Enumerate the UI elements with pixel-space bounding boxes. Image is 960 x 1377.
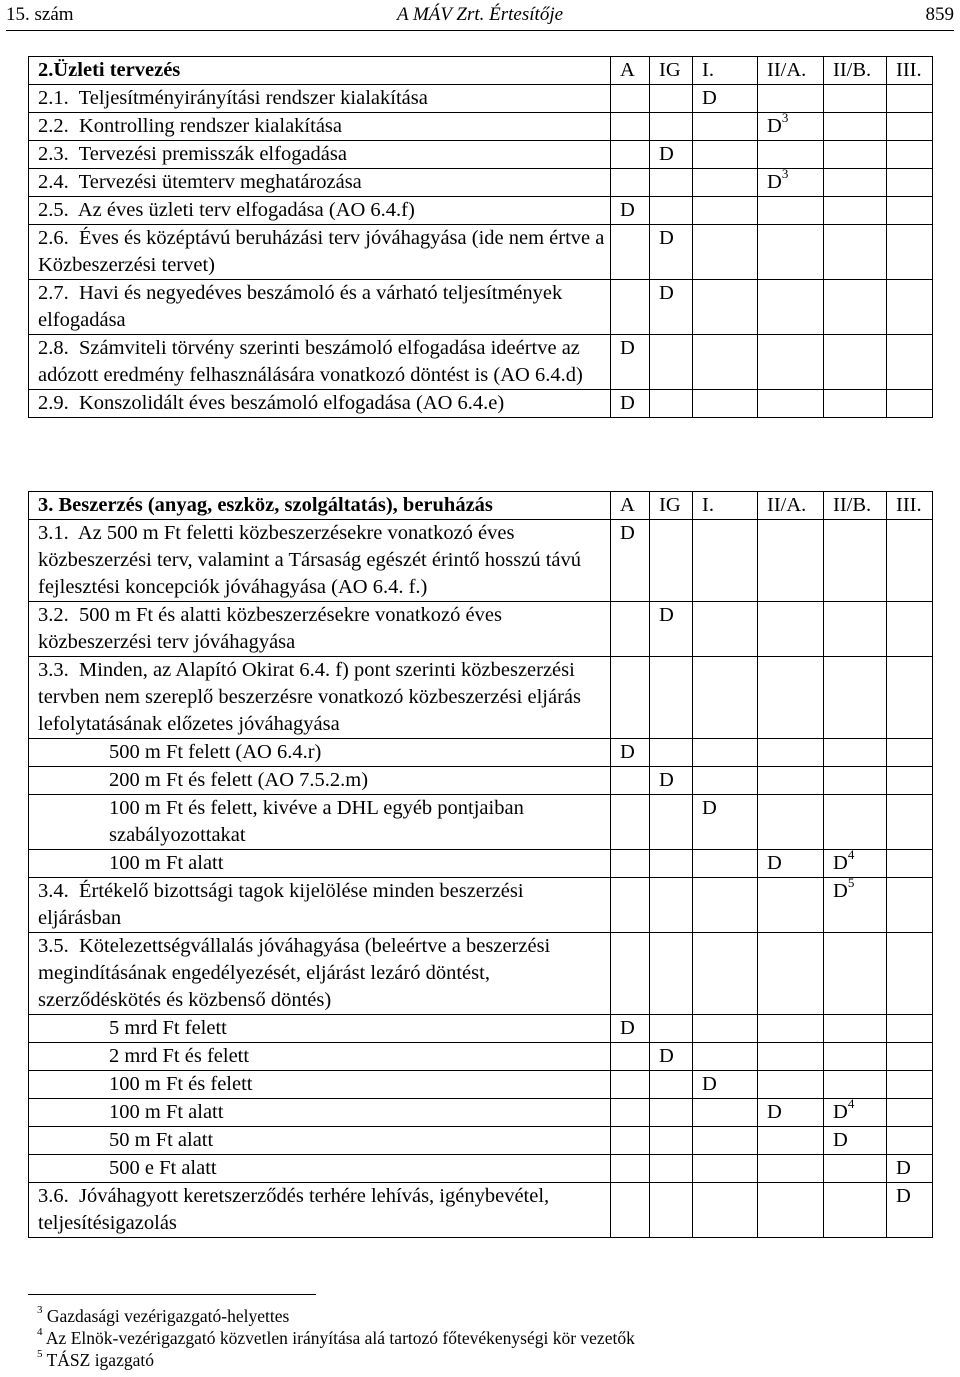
responsibility-cell (758, 390, 824, 418)
responsibility-cell (887, 878, 933, 933)
responsibility-cell (758, 739, 824, 767)
responsibility-cell (887, 225, 933, 280)
row-description: 100 m Ft és felett, kivéve a DHL egyéb pontjaiban szabályozottakat (29, 795, 611, 850)
responsibility-cell (887, 767, 933, 795)
responsibility-cell (650, 657, 693, 739)
responsibility-cell (824, 767, 887, 795)
responsibility-cell (611, 602, 650, 657)
responsibility-mark: D (896, 1157, 911, 1179)
responsibility-cell (693, 850, 758, 878)
responsibility-mark: D (833, 852, 848, 874)
responsibility-cell (758, 166, 824, 197)
responsibility-cell (693, 169, 758, 197)
responsibility-cell (887, 739, 933, 767)
table-title: 3. Beszerzés (anyag, eszköz, szolgáltatás), beruházás (29, 492, 611, 520)
responsibility-cell (824, 1043, 887, 1071)
row-description: 2.9. Konszolidált éves beszámoló elfogadása (AO 6.4.e) (29, 390, 611, 418)
responsibility-cell (650, 1099, 693, 1127)
responsibility-cell (824, 141, 887, 169)
responsibility-cell (758, 1183, 824, 1238)
responsibility-cell (650, 767, 693, 795)
table-title: 2.Üzleti tervezés (29, 57, 611, 85)
responsibility-cell (887, 1127, 933, 1155)
responsibility-cell (758, 1155, 824, 1183)
responsibility-cell (758, 225, 824, 280)
responsibility-cell (611, 739, 650, 767)
responsibility-cell (693, 197, 758, 225)
table-row (29, 1183, 933, 1238)
table-row (29, 141, 933, 169)
row-description: 2.3. Tervezési premisszák elfogadása (29, 141, 611, 169)
footnote-number: 5 (37, 1348, 43, 1361)
footnote-ref: 3 (781, 110, 789, 126)
table-procurement (28, 491, 933, 1238)
table-row (29, 335, 933, 390)
responsibility-cell (611, 520, 650, 602)
table-row (29, 933, 933, 1015)
responsibility-cell (693, 657, 758, 739)
responsibility-cell (611, 390, 650, 418)
column-header: IG (650, 492, 693, 520)
responsibility-cell (824, 739, 887, 767)
column-header: I. (693, 492, 758, 520)
responsibility-cell (650, 141, 693, 169)
responsibility-cell (887, 933, 933, 1015)
responsibility-mark: D (702, 797, 717, 819)
responsibility-cell (758, 520, 824, 602)
responsibility-cell (887, 169, 933, 197)
row-description: 5 mrd Ft felett (29, 1015, 611, 1043)
footnote-text: Az Elnök-vezérigazgató közvetlen irányítása alá tartozó főtevékenységi kör vezetők (45, 1328, 635, 1348)
responsibility-cell (758, 602, 824, 657)
column-header: IG (650, 57, 693, 85)
responsibility-cell (650, 390, 693, 418)
responsibility-cell (693, 141, 758, 169)
responsibility-cell (650, 1043, 693, 1071)
responsibility-cell (887, 280, 933, 335)
row-description: 2.7. Havi és negyedéves beszámoló és a várható teljesítmények elfogadása (29, 280, 611, 335)
responsibility-cell (824, 520, 887, 602)
table-row (29, 225, 933, 280)
column-header: I. (693, 57, 758, 85)
table-row (29, 602, 933, 657)
footnote (37, 1327, 635, 1349)
responsibility-cell (650, 602, 693, 657)
responsibility-cell (824, 1096, 887, 1127)
responsibility-cell (650, 280, 693, 335)
responsibility-cell (693, 85, 758, 113)
responsibility-cell (650, 1183, 693, 1238)
responsibility-cell (611, 767, 650, 795)
responsibility-cell (611, 1155, 650, 1183)
responsibility-mark: D (620, 337, 635, 359)
responsibility-cell (611, 657, 650, 739)
responsibility-cell (824, 602, 887, 657)
table-row (29, 739, 933, 767)
responsibility-cell (758, 1099, 824, 1127)
issue-number: 15. szám (6, 4, 74, 25)
responsibility-cell (611, 1099, 650, 1127)
responsibility-cell (887, 520, 933, 602)
responsibility-mark: D (833, 880, 848, 902)
row-description: 100 m Ft alatt (29, 1099, 611, 1127)
page-number: 859 (925, 4, 954, 25)
row-description: 3.6. Jóváhagyott keretszerződés terhére lehívás, igénybevétel, teljesítésigazolás (29, 1183, 611, 1238)
column-header: II/B. (824, 57, 887, 85)
table-row (29, 657, 933, 739)
responsibility-cell (693, 390, 758, 418)
responsibility-mark: D (620, 199, 635, 221)
responsibility-cell (693, 1099, 758, 1127)
responsibility-mark: D (702, 1073, 717, 1095)
responsibility-cell (887, 795, 933, 850)
row-description: 500 e Ft alatt (29, 1155, 611, 1183)
responsibility-cell (693, 933, 758, 1015)
responsibility-cell (758, 878, 824, 933)
responsibility-cell (650, 850, 693, 878)
responsibility-mark: D (767, 171, 782, 193)
column-header: A (611, 492, 650, 520)
table-row (29, 390, 933, 418)
responsibility-cell (693, 225, 758, 280)
footnote (37, 1305, 289, 1327)
responsibility-cell (887, 335, 933, 390)
table-row (29, 85, 933, 113)
column-header: A (611, 57, 650, 85)
column-header: III. (887, 57, 933, 85)
responsibility-cell (611, 113, 650, 141)
table-row (29, 280, 933, 335)
responsibility-cell (693, 602, 758, 657)
responsibility-cell (824, 335, 887, 390)
responsibility-cell (887, 602, 933, 657)
responsibility-cell (611, 169, 650, 197)
responsibility-cell (650, 225, 693, 280)
responsibility-cell (611, 1043, 650, 1071)
responsibility-cell (824, 795, 887, 850)
responsibility-cell (693, 520, 758, 602)
responsibility-cell (824, 197, 887, 225)
responsibility-cell (611, 933, 650, 1015)
responsibility-cell (611, 878, 650, 933)
responsibility-cell (887, 1099, 933, 1127)
responsibility-cell (887, 850, 933, 878)
table-business-planning (28, 56, 933, 418)
responsibility-cell (650, 739, 693, 767)
responsibility-cell (824, 280, 887, 335)
responsibility-cell (758, 795, 824, 850)
responsibility-cell (758, 141, 824, 169)
responsibility-cell (758, 657, 824, 739)
responsibility-cell (650, 85, 693, 113)
table-row (29, 520, 933, 602)
responsibility-cell (650, 113, 693, 141)
responsibility-cell (650, 1015, 693, 1043)
responsibility-cell (758, 110, 824, 141)
responsibility-cell (650, 169, 693, 197)
responsibility-mark: D (659, 1045, 674, 1067)
responsibility-cell (758, 197, 824, 225)
footnote-ref: 4 (847, 1096, 855, 1112)
footnote-number: 3 (37, 1304, 43, 1317)
footnote-text: Gazdasági vezérigazgató-helyettes (46, 1306, 290, 1326)
responsibility-cell (693, 1015, 758, 1043)
footnote-ref: 5 (847, 875, 855, 891)
table-row (29, 795, 933, 850)
row-description: 2 mrd Ft és felett (29, 1043, 611, 1071)
responsibility-mark: D (659, 143, 674, 165)
responsibility-cell (758, 1071, 824, 1099)
responsibility-cell (887, 1155, 933, 1183)
responsibility-cell (693, 1155, 758, 1183)
column-header: II/A. (758, 492, 824, 520)
table-row (29, 1015, 933, 1043)
responsibility-cell (650, 1155, 693, 1183)
responsibility-mark: D (659, 227, 674, 249)
responsibility-cell (887, 141, 933, 169)
responsibility-cell (650, 795, 693, 850)
row-description: 2.8. Számviteli törvény szerinti beszámoló elfogadása ideértve az adózott eredmény felhasználására vonatkozó döntést is (AO 6.4.d) (29, 335, 611, 390)
responsibility-cell (758, 850, 824, 878)
responsibility-cell (693, 878, 758, 933)
responsibility-cell (693, 767, 758, 795)
responsibility-cell (611, 795, 650, 850)
responsibility-mark: D (620, 522, 635, 544)
responsibility-mark: D (659, 604, 674, 626)
responsibility-cell (693, 1183, 758, 1238)
footnote-ref: 4 (847, 847, 855, 863)
column-header: II/B. (824, 492, 887, 520)
table-row (29, 169, 933, 197)
responsibility-cell (824, 657, 887, 739)
page-header (6, 4, 954, 31)
responsibility-cell (693, 1043, 758, 1071)
row-description: 2.1. Teljesítményirányítási rendszer kialakítása (29, 85, 611, 113)
responsibility-cell (650, 1127, 693, 1155)
responsibility-cell (824, 1071, 887, 1099)
responsibility-cell (650, 878, 693, 933)
responsibility-cell (611, 197, 650, 225)
responsibility-mark: D (620, 741, 635, 763)
footnote-separator (28, 1294, 316, 1295)
row-description: 3.4. Értékelő bizottsági tagok kijelölése minden beszerzési eljárásban (29, 878, 611, 933)
responsibility-cell (887, 85, 933, 113)
responsibility-cell (824, 847, 887, 878)
responsibility-cell (824, 169, 887, 197)
responsibility-cell (611, 335, 650, 390)
responsibility-cell (611, 850, 650, 878)
row-description: 2.5. Az éves üzleti terv elfogadása (AO 6.4.f) (29, 197, 611, 225)
responsibility-cell (758, 280, 824, 335)
responsibility-cell (693, 795, 758, 850)
row-description: 2.2. Kontrolling rendszer kialakítása (29, 113, 611, 141)
table-row (29, 1155, 933, 1183)
responsibility-cell (611, 85, 650, 113)
responsibility-cell (611, 1183, 650, 1238)
responsibility-cell (887, 1015, 933, 1043)
responsibility-cell (824, 1183, 887, 1238)
responsibility-mark: D (833, 1101, 848, 1123)
responsibility-cell (650, 335, 693, 390)
row-description: 2.6. Éves és középtávú beruházási terv jóváhagyása (ide nem értve a Közbeszerzési tervet) (29, 225, 611, 280)
column-header: II/A. (758, 57, 824, 85)
responsibility-cell (887, 1071, 933, 1099)
responsibility-cell (758, 1015, 824, 1043)
responsibility-cell (824, 390, 887, 418)
responsibility-cell (693, 280, 758, 335)
table-row (29, 113, 933, 141)
responsibility-cell (887, 1043, 933, 1071)
responsibility-cell (650, 1071, 693, 1099)
responsibility-cell (887, 197, 933, 225)
responsibility-mark: D (833, 1129, 848, 1151)
responsibility-cell (693, 739, 758, 767)
footnote-text: TÁSZ igazgató (46, 1350, 154, 1370)
row-description: 50 m Ft alatt (29, 1127, 611, 1155)
table-row (29, 878, 933, 933)
column-header: III. (887, 492, 933, 520)
table-row (29, 767, 933, 795)
responsibility-cell (887, 657, 933, 739)
responsibility-cell (650, 520, 693, 602)
row-description: 3.5. Kötelezettségvállalás jóváhagyása (beleértve a beszerzési megindításának engedélyezését, eljárást lezáró döntést, szerződéskötés és közbenső döntés) (29, 933, 611, 1015)
responsibility-cell (824, 225, 887, 280)
row-description: 200 m Ft és felett (AO 7.5.2.m) (29, 767, 611, 795)
responsibility-cell (693, 1071, 758, 1099)
responsibility-cell (824, 85, 887, 113)
row-description: 3.2. 500 m Ft és alatti közbeszerzésekre vonatkozó éves közbeszerzési terv jóváhagyása (29, 602, 611, 657)
responsibility-cell (650, 197, 693, 225)
publication-title: A MÁV Zrt. Értesítője (396, 4, 564, 25)
row-description: 100 m Ft és felett (29, 1071, 611, 1099)
table-row (29, 1043, 933, 1071)
footnote-ref: 3 (781, 166, 789, 182)
responsibility-mark: D (767, 115, 782, 137)
table-row (29, 850, 933, 878)
responsibility-cell (758, 1127, 824, 1155)
responsibility-cell (824, 1127, 887, 1155)
responsibility-mark: D (659, 282, 674, 304)
responsibility-mark: D (767, 1101, 782, 1123)
row-description: 3.3. Minden, az Alapító Okirat 6.4. f) pont szerinti közbeszerzési tervben nem szereplő beszerzésre vonatkozó közbeszerzési eljárás lefolytatásának előzetes jóváhagyása (29, 657, 611, 739)
responsibility-mark: D (896, 1185, 911, 1207)
responsibility-cell (758, 933, 824, 1015)
table-row (29, 1099, 933, 1127)
responsibility-mark: D (702, 87, 717, 109)
responsibility-cell (611, 141, 650, 169)
responsibility-cell (611, 1071, 650, 1099)
responsibility-cell (887, 390, 933, 418)
responsibility-cell (611, 1127, 650, 1155)
responsibility-cell (693, 1127, 758, 1155)
responsibility-cell (611, 225, 650, 280)
table-row (29, 1127, 933, 1155)
responsibility-cell (824, 933, 887, 1015)
footnote-number: 4 (37, 1326, 43, 1339)
responsibility-cell (824, 1015, 887, 1043)
responsibility-cell (693, 335, 758, 390)
responsibility-mark: D (620, 1017, 635, 1039)
responsibility-cell (650, 933, 693, 1015)
responsibility-cell (824, 113, 887, 141)
responsibility-cell (887, 113, 933, 141)
responsibility-cell (824, 1155, 887, 1183)
footnote (37, 1349, 154, 1371)
responsibility-cell (611, 280, 650, 335)
responsibility-mark: D (767, 852, 782, 874)
responsibility-cell (758, 85, 824, 113)
responsibility-mark: D (659, 769, 674, 791)
responsibility-cell (758, 1043, 824, 1071)
row-description: 100 m Ft alatt (29, 850, 611, 878)
row-description: 2.4. Tervezési ütemterv meghatározása (29, 169, 611, 197)
responsibility-cell (611, 1015, 650, 1043)
table-row (29, 1071, 933, 1099)
row-description: 3.1. Az 500 m Ft feletti közbeszerzésekre vonatkozó éves közbeszerzési terv, valamint a Társaság egészét érintő hosszú távú fejlesztési koncepciók jóváhagyása (AO 6.4. f.) (29, 520, 611, 602)
responsibility-mark: D (620, 392, 635, 414)
row-description: 500 m Ft felett (AO 6.4.r) (29, 739, 611, 767)
responsibility-cell (758, 767, 824, 795)
responsibility-cell (693, 113, 758, 141)
responsibility-cell (824, 875, 887, 933)
responsibility-cell (758, 335, 824, 390)
responsibility-cell (887, 1183, 933, 1238)
table-row (29, 197, 933, 225)
